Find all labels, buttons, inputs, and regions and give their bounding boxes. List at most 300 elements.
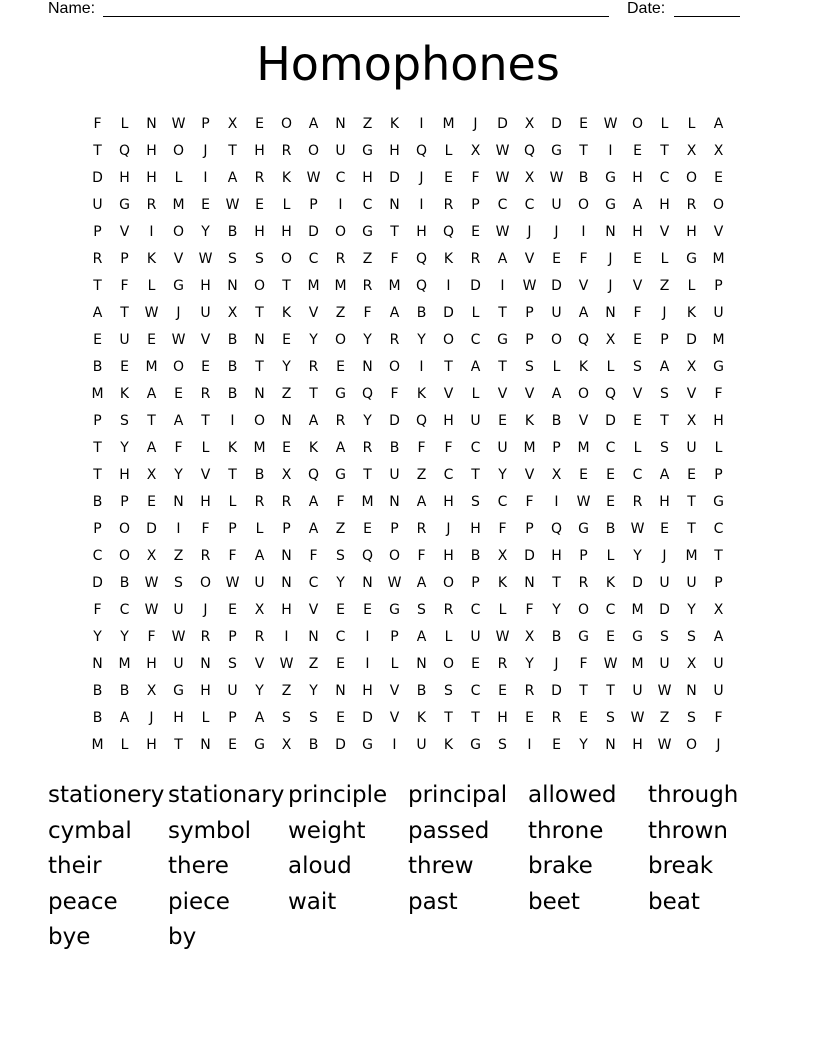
grid-letter: R	[146, 197, 157, 213]
grid-letter: T	[471, 467, 480, 483]
grid-letter: X	[713, 602, 724, 618]
grid-letter: F	[174, 440, 183, 456]
date-field[interactable]	[674, 0, 740, 17]
grid-letter: T	[93, 467, 102, 483]
grid-letter: E	[228, 602, 237, 618]
grid-letter: Q	[361, 386, 374, 402]
grid-letter: F	[120, 278, 129, 294]
grid-row	[84, 300, 744, 327]
grid-letter: G	[173, 278, 184, 294]
grid-letter: V	[119, 224, 130, 240]
grid-letter: Z	[173, 548, 184, 564]
grid-letter: B	[416, 305, 427, 321]
grid-letter: A	[551, 386, 562, 402]
grid-letter: H	[551, 548, 562, 564]
grid-letter: Z	[362, 251, 373, 267]
grid-letter: E	[633, 143, 642, 159]
grid-letter: L	[687, 278, 696, 294]
word-bank-item: principle	[288, 782, 388, 808]
grid-letter: S	[444, 683, 453, 699]
grid-letter: D	[443, 305, 454, 321]
grid-letter: B	[389, 440, 400, 456]
grid-letter: L	[201, 440, 210, 456]
grid-letter: I	[500, 278, 505, 294]
grid-letter: U	[551, 197, 562, 213]
grid-row	[84, 327, 744, 354]
grid-letter: E	[444, 170, 453, 186]
grid-letter: C	[308, 251, 319, 267]
grid-letter: O	[280, 116, 293, 132]
grid-letter: A	[713, 116, 724, 132]
grid-letter: H	[146, 656, 157, 672]
grid-letter: Z	[416, 467, 427, 483]
grid-letter: J	[203, 143, 208, 159]
grid-letter: X	[686, 656, 697, 672]
grid-letter: B	[227, 386, 238, 402]
grid-letter: E	[714, 170, 723, 186]
grid-letter: G	[470, 737, 481, 753]
grid-letter: E	[498, 413, 507, 429]
grid-letter: J	[608, 251, 613, 267]
grid-letter: J	[527, 224, 532, 240]
grid-letter: U	[416, 737, 427, 753]
grid-letter: P	[93, 413, 102, 429]
grid-letter: F	[525, 602, 534, 618]
grid-letter: C	[470, 332, 481, 348]
grid-letter: S	[228, 656, 237, 672]
grid-letter: U	[686, 440, 697, 456]
grid-letter: P	[525, 305, 534, 321]
grid-letter: N	[524, 575, 535, 591]
grid-letter: T	[660, 143, 669, 159]
word-bank-item: beet	[528, 888, 580, 915]
grid-letter: A	[308, 494, 319, 510]
grid-letter: N	[254, 386, 265, 402]
grid-row	[84, 111, 744, 138]
grid-row	[84, 381, 744, 408]
grid-letter: W	[144, 602, 159, 618]
grid-row	[84, 732, 744, 759]
grid-letter: V	[443, 386, 454, 402]
grid-letter: R	[443, 602, 454, 618]
grid-letter: E	[498, 683, 507, 699]
grid-letter: Y	[417, 332, 426, 348]
grid-letter: W	[198, 251, 213, 267]
grid-letter: V	[632, 386, 643, 402]
grid-letter: G	[686, 251, 697, 267]
grid-letter: N	[146, 116, 157, 132]
grid-letter: Y	[309, 683, 318, 699]
grid-letter: X	[227, 116, 238, 132]
grid-letter: R	[578, 575, 589, 591]
grid-letter: X	[605, 332, 616, 348]
grid-letter: Q	[118, 143, 131, 159]
grid-letter: I	[230, 413, 235, 429]
grid-letter: E	[579, 710, 588, 726]
word-bank-item: piece	[168, 888, 230, 915]
grid-letter: L	[471, 305, 480, 321]
grid-letter: X	[227, 305, 238, 321]
grid-row	[84, 408, 744, 435]
grid-letter: S	[174, 575, 183, 591]
grid-letter: X	[713, 143, 724, 159]
grid-letter: R	[362, 278, 373, 294]
grid-letter: Q	[415, 413, 428, 429]
grid-letter: J	[419, 170, 424, 186]
grid-letter: T	[93, 278, 102, 294]
grid-letter: L	[228, 494, 237, 510]
grid-letter: K	[389, 116, 400, 132]
grid-letter: N	[308, 629, 319, 645]
grid-letter: I	[581, 224, 586, 240]
grid-row	[84, 489, 744, 516]
grid-letter: V	[632, 278, 643, 294]
grid-letter: T	[390, 224, 399, 240]
grid-letter: A	[497, 251, 508, 267]
word-bank-item: break	[648, 853, 714, 879]
grid-letter: A	[254, 548, 265, 564]
grid-letter: M	[253, 440, 266, 456]
grid-letter: C	[308, 575, 319, 591]
grid-letter: G	[605, 170, 616, 186]
grid-letter: Q	[523, 143, 536, 159]
grid-letter: L	[660, 251, 669, 267]
grid-letter: R	[632, 494, 643, 510]
grid-letter: C	[362, 197, 373, 213]
grid-letter: U	[713, 656, 724, 672]
grid-letter: P	[309, 197, 318, 213]
grid-letter: T	[93, 440, 102, 456]
grid-letter: T	[147, 413, 156, 429]
grid-letter: Y	[633, 548, 642, 564]
grid-letter: X	[551, 467, 562, 483]
grid-letter: D	[686, 332, 697, 348]
grid-letter: A	[713, 629, 724, 645]
grid-letter: Z	[335, 521, 346, 537]
word-bank-item: aloud	[288, 853, 352, 879]
grid-letter: F	[471, 170, 480, 186]
grid-letter: L	[633, 440, 642, 456]
grid-letter: U	[227, 683, 238, 699]
grid-letter: T	[174, 737, 183, 753]
grid-letter: E	[282, 332, 291, 348]
grid-letter: S	[120, 413, 129, 429]
grid-letter: F	[579, 656, 588, 672]
grid-letter: T	[579, 683, 588, 699]
grid-row	[84, 597, 744, 624]
grid-letter: U	[659, 656, 670, 672]
grid-letter: W	[603, 116, 618, 132]
grid-letter: D	[308, 224, 319, 240]
grid-letter: D	[335, 737, 346, 753]
grid-letter: E	[552, 251, 561, 267]
grid-letter: F	[444, 440, 453, 456]
word-bank-row	[48, 920, 768, 956]
word-bank	[48, 778, 768, 956]
grid-letter: A	[146, 440, 157, 456]
grid-letter: P	[471, 575, 480, 591]
grid-letter: G	[497, 332, 508, 348]
grid-letter: Y	[309, 332, 318, 348]
grid-letter: B	[227, 359, 238, 375]
grid-letter: I	[149, 224, 154, 240]
grid-letter: O	[388, 359, 401, 375]
grid-row	[84, 651, 744, 678]
grid-letter: S	[660, 440, 669, 456]
grid-letter: E	[660, 521, 669, 537]
grid-letter: Z	[281, 683, 292, 699]
grid-letter: T	[660, 413, 669, 429]
grid-letter: N	[254, 332, 265, 348]
grid-letter: J	[554, 224, 559, 240]
grid-letter: O	[631, 116, 644, 132]
grid-letter: L	[120, 116, 129, 132]
grid-letter: N	[362, 575, 373, 591]
grid-letter: M	[91, 737, 104, 753]
grid-letter: L	[687, 116, 696, 132]
grid-row	[84, 246, 744, 273]
grid-letter: N	[227, 278, 238, 294]
grid-letter: B	[605, 521, 616, 537]
grid-letter: P	[714, 467, 723, 483]
grid-letter: H	[659, 197, 670, 213]
grid-letter: F	[336, 494, 345, 510]
grid-letter: B	[92, 359, 103, 375]
grid-letter: E	[471, 656, 480, 672]
word-bank-item: past	[408, 888, 458, 915]
grid-letter: U	[173, 602, 184, 618]
grid-letter: J	[554, 656, 559, 672]
word-bank-item: throne	[528, 817, 604, 844]
word-bank-item: weight	[288, 817, 366, 844]
grid-letter: T	[255, 305, 264, 321]
grid-letter: T	[498, 305, 507, 321]
grid-row	[84, 354, 744, 381]
grid-letter: S	[633, 359, 642, 375]
word-bank-row	[48, 778, 768, 814]
grid-letter: O	[550, 332, 563, 348]
grid-letter: G	[254, 737, 265, 753]
grid-letter: G	[335, 386, 346, 402]
grid-letter: P	[93, 224, 102, 240]
grid-letter: J	[149, 710, 154, 726]
word-bank-item: threw	[408, 853, 474, 879]
grid-letter: M	[523, 440, 536, 456]
grid-letter: R	[524, 683, 535, 699]
grid-letter: X	[146, 467, 157, 483]
grid-letter: Y	[498, 467, 507, 483]
grid-letter: H	[200, 278, 211, 294]
grid-letter: Y	[363, 413, 372, 429]
grid-letter: E	[552, 737, 561, 753]
grid-letter: I	[419, 116, 424, 132]
grid-letter: F	[147, 629, 156, 645]
grid-letter: C	[119, 602, 130, 618]
grid-letter: B	[308, 737, 319, 753]
word-bank-item: stationery	[48, 782, 165, 808]
grid-letter: J	[176, 305, 181, 321]
grid-letter: M	[388, 278, 401, 294]
grid-letter: H	[146, 143, 157, 159]
grid-letter: N	[389, 197, 400, 213]
grid-letter: W	[495, 224, 510, 240]
grid-letter: E	[336, 710, 345, 726]
grid-letter: A	[308, 521, 319, 537]
grid-letter: H	[686, 224, 697, 240]
grid-letter: T	[471, 710, 480, 726]
grid-letter: R	[281, 494, 292, 510]
grid-letter: F	[390, 251, 399, 267]
grid-letter: A	[335, 440, 346, 456]
grid-letter: F	[201, 521, 210, 537]
grid-letter: C	[335, 170, 346, 186]
grid-letter: G	[551, 143, 562, 159]
grid-letter: E	[633, 413, 642, 429]
grid-letter: L	[606, 359, 615, 375]
grid-letter: U	[200, 305, 211, 321]
grid-letter: A	[659, 467, 670, 483]
grid-letter: U	[389, 467, 400, 483]
grid-letter: C	[470, 602, 481, 618]
grid-letter: F	[579, 251, 588, 267]
grid-letter: P	[93, 521, 102, 537]
grid-letter: L	[660, 116, 669, 132]
grid-letter: P	[228, 629, 237, 645]
grid-letter: H	[659, 494, 670, 510]
grid-letter: P	[660, 332, 669, 348]
grid-letter: V	[578, 413, 589, 429]
grid-letter: V	[524, 251, 535, 267]
grid-letter: F	[93, 116, 102, 132]
grid-letter: T	[93, 143, 102, 159]
grid-letter: Y	[336, 575, 345, 591]
grid-letter: P	[552, 440, 561, 456]
grid-letter: B	[254, 467, 265, 483]
grid-letter: G	[362, 737, 373, 753]
grid-letter: M	[145, 359, 158, 375]
word-bank-item: passed	[408, 817, 490, 844]
grid-letter: C	[443, 467, 454, 483]
grid-letter: B	[227, 332, 238, 348]
grid-letter: L	[147, 278, 156, 294]
grid-letter: X	[524, 170, 535, 186]
word-bank-item: cymbal	[48, 817, 132, 844]
grid-letter: U	[335, 143, 346, 159]
grid-letter: D	[470, 278, 481, 294]
grid-letter: T	[444, 359, 453, 375]
grid-letter: H	[173, 710, 184, 726]
grid-letter: E	[336, 602, 345, 618]
grid-letter: N	[389, 494, 400, 510]
grid-letter: U	[686, 575, 697, 591]
grid-letter: T	[606, 683, 615, 699]
grid-letter: U	[713, 683, 724, 699]
grid-letter: P	[120, 251, 129, 267]
grid-letter: S	[660, 629, 669, 645]
grid-letter: E	[606, 467, 615, 483]
grid-letter: O	[172, 359, 185, 375]
grid-letter: H	[254, 224, 265, 240]
grid-letter: U	[173, 656, 184, 672]
grid-letter: C	[470, 440, 481, 456]
grid-letter: O	[172, 143, 185, 159]
grid-letter: M	[712, 332, 725, 348]
grid-letter: J	[473, 116, 478, 132]
grid-letter: R	[281, 143, 292, 159]
grid-letter: O	[685, 737, 698, 753]
grid-letter: P	[282, 521, 291, 537]
grid-letter: K	[605, 575, 616, 591]
grid-letter: B	[92, 494, 103, 510]
grid-letter: A	[578, 305, 589, 321]
grid-letter: Y	[282, 359, 291, 375]
grid-letter: K	[227, 440, 238, 456]
grid-letter: R	[254, 629, 265, 645]
grid-letter: G	[173, 683, 184, 699]
grid-letter: W	[144, 305, 159, 321]
grid-row	[84, 273, 744, 300]
grid-letter: R	[308, 359, 319, 375]
grid-letter: A	[632, 197, 643, 213]
grid-letter: E	[606, 629, 615, 645]
grid-letter: A	[308, 413, 319, 429]
grid-letter: A	[173, 413, 184, 429]
grid-row	[84, 570, 744, 597]
grid-letter: H	[362, 683, 373, 699]
name-field[interactable]	[103, 0, 609, 17]
grid-letter: O	[253, 278, 266, 294]
grid-letter: B	[578, 170, 589, 186]
grid-letter: W	[279, 656, 294, 672]
grid-letter: X	[686, 143, 697, 159]
grid-letter: J	[662, 548, 667, 564]
grid-letter: O	[442, 332, 455, 348]
grid-letter: N	[281, 575, 292, 591]
grid-letter: X	[686, 359, 697, 375]
grid-letter: A	[254, 710, 265, 726]
grid-letter: E	[579, 467, 588, 483]
grid-letter: E	[120, 359, 129, 375]
grid-letter: V	[713, 224, 724, 240]
grid-letter: I	[176, 521, 181, 537]
grid-letter: K	[578, 359, 589, 375]
grid-letter: G	[335, 467, 346, 483]
grid-letter: G	[713, 359, 724, 375]
grid-letter: R	[200, 386, 211, 402]
grid-letter: I	[365, 629, 370, 645]
grid-letter: E	[606, 494, 615, 510]
grid-letter: O	[307, 143, 320, 159]
grid-letter: Y	[93, 629, 102, 645]
grid-letter: Q	[307, 467, 320, 483]
grid-letter: O	[280, 251, 293, 267]
grid-letter: V	[254, 656, 265, 672]
word-bank-item: by	[168, 924, 197, 950]
grid-letter: Q	[415, 278, 428, 294]
grid-letter: O	[712, 197, 725, 213]
grid-letter: L	[471, 386, 480, 402]
grid-letter: Y	[552, 602, 561, 618]
grid-letter: E	[93, 332, 102, 348]
grid-letter: F	[714, 710, 723, 726]
grid-letter: H	[632, 170, 643, 186]
grid-letter: A	[308, 116, 319, 132]
grid-letter: M	[307, 278, 320, 294]
grid-letter: I	[527, 737, 532, 753]
grid-letter: L	[201, 710, 210, 726]
grid-letter: T	[498, 359, 507, 375]
grid-letter: N	[200, 656, 211, 672]
